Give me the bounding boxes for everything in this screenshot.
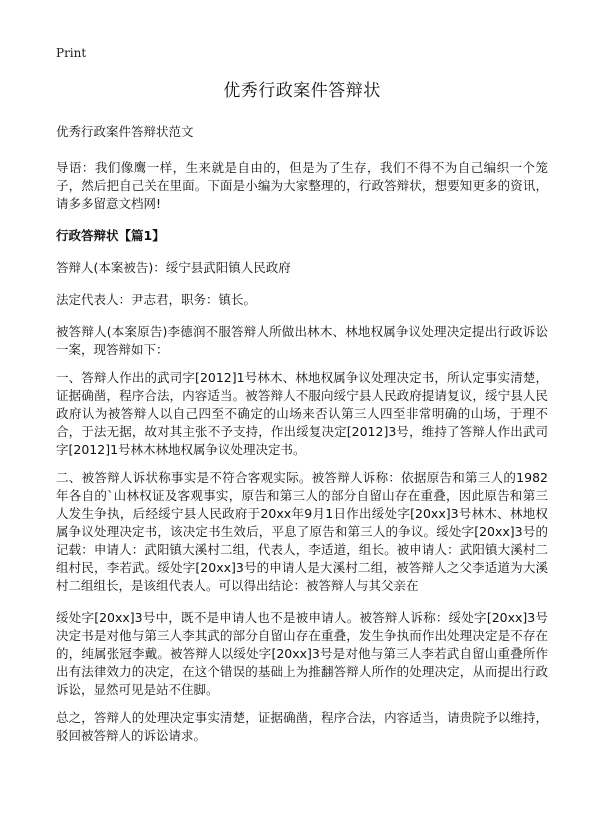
section-heading: 行政答辩状【篇1】 bbox=[56, 228, 165, 243]
closing-paragraph: 总之，答辩人的处理决定事实清楚，证据确凿，程序合法，内容适当，请贵院予以维持，驳回被答辩人的诉讼请求。 bbox=[56, 710, 548, 743]
body-paragraph: 绥处字[20xx]3号中，既不是申请人也不是被申请人。被答辩人诉称：绥处字[20xx]3号决定书是对他与第三人李其武的部分自留山存在重叠，发生争执而作出处理决定是不存在的，纯属张冠李戴。被答辩人以绥处字[20xx]3号是对他与第三人李若武自留山重叠所作出有法律效力的决定，在这个错误的基础上为推翻答辩人所作的处理决定，从而提出行政诉讼，显然可见是站不住脚。 bbox=[56, 610, 548, 697]
print-link[interactable]: Print bbox=[56, 46, 87, 60]
body-paragraph: 被答辩人(本案原告)李德润不服答辩人所做出林木、林地权属争议处理决定提出行政诉讼一案，现答辩如下： bbox=[56, 324, 548, 357]
respondent-line: 答辩人(本案被告)：绥宁县武阳镇人民政府 bbox=[56, 260, 291, 275]
intro-paragraph: 导语：我们像鹰一样，生来就是自由的，但是为了生存，我们不得不为自己编织一个笼子，然后把自己关在里面。下面是小编为大家整理的，行政答辩状，想要知更多的资讯，请多多留意文档网! bbox=[56, 160, 548, 211]
legal-rep-line: 法定代表人：尹志君，职务：镇长。 bbox=[56, 292, 257, 307]
document-title: 优秀行政案件答辩状 bbox=[223, 81, 381, 101]
body-paragraph: 二、被答辩人诉状称事实是不符合客观实际。被答辩人诉称：依据原告和第三人的1982年各自的`山林权证及客观事实，原告和第三人的部分自留山存在重叠，因此原告和第三人发生争执，后经绥宁县人民政府于20xx年9月1日作出绥处字[20xx]3号林木、林地权属争议处理决定书，该决定书生效后，平息了原告和第三人的争议。绥处字[20xx]3号的记载：申请人：武阳镇大溪村二组，代表人，李适道，组长。被申请人：武阳镇大溪村二组村民，李若武。绥处字[20xx]3号的申请人是大溪村二组，被答辩人之父李适道为大溪村二组组长，是该组代表人。可以得出结论：被答辩人与其父亲在 bbox=[56, 470, 548, 593]
body-paragraph: 一、答辩人作出的武司字[2012]1号林木、林地权属争议处理决定书，所认定事实清楚，证据确凿，程序合法，内容适当。被答辩人不服向绥宁县人民政府提请复议，绥宁县人民政府认为被答辩人以自己四至不确定的山场来否认第三人四至非常明确的山场，于理不合，于法无据，故对其主张不予支持，作出绥复决定[2012]3号，维持了答辩人作出武司字[2012]1号林木林地权属争议处理决定书。 bbox=[56, 370, 548, 457]
document-subtitle: 优秀行政案件答辩状范文 bbox=[56, 124, 194, 139]
